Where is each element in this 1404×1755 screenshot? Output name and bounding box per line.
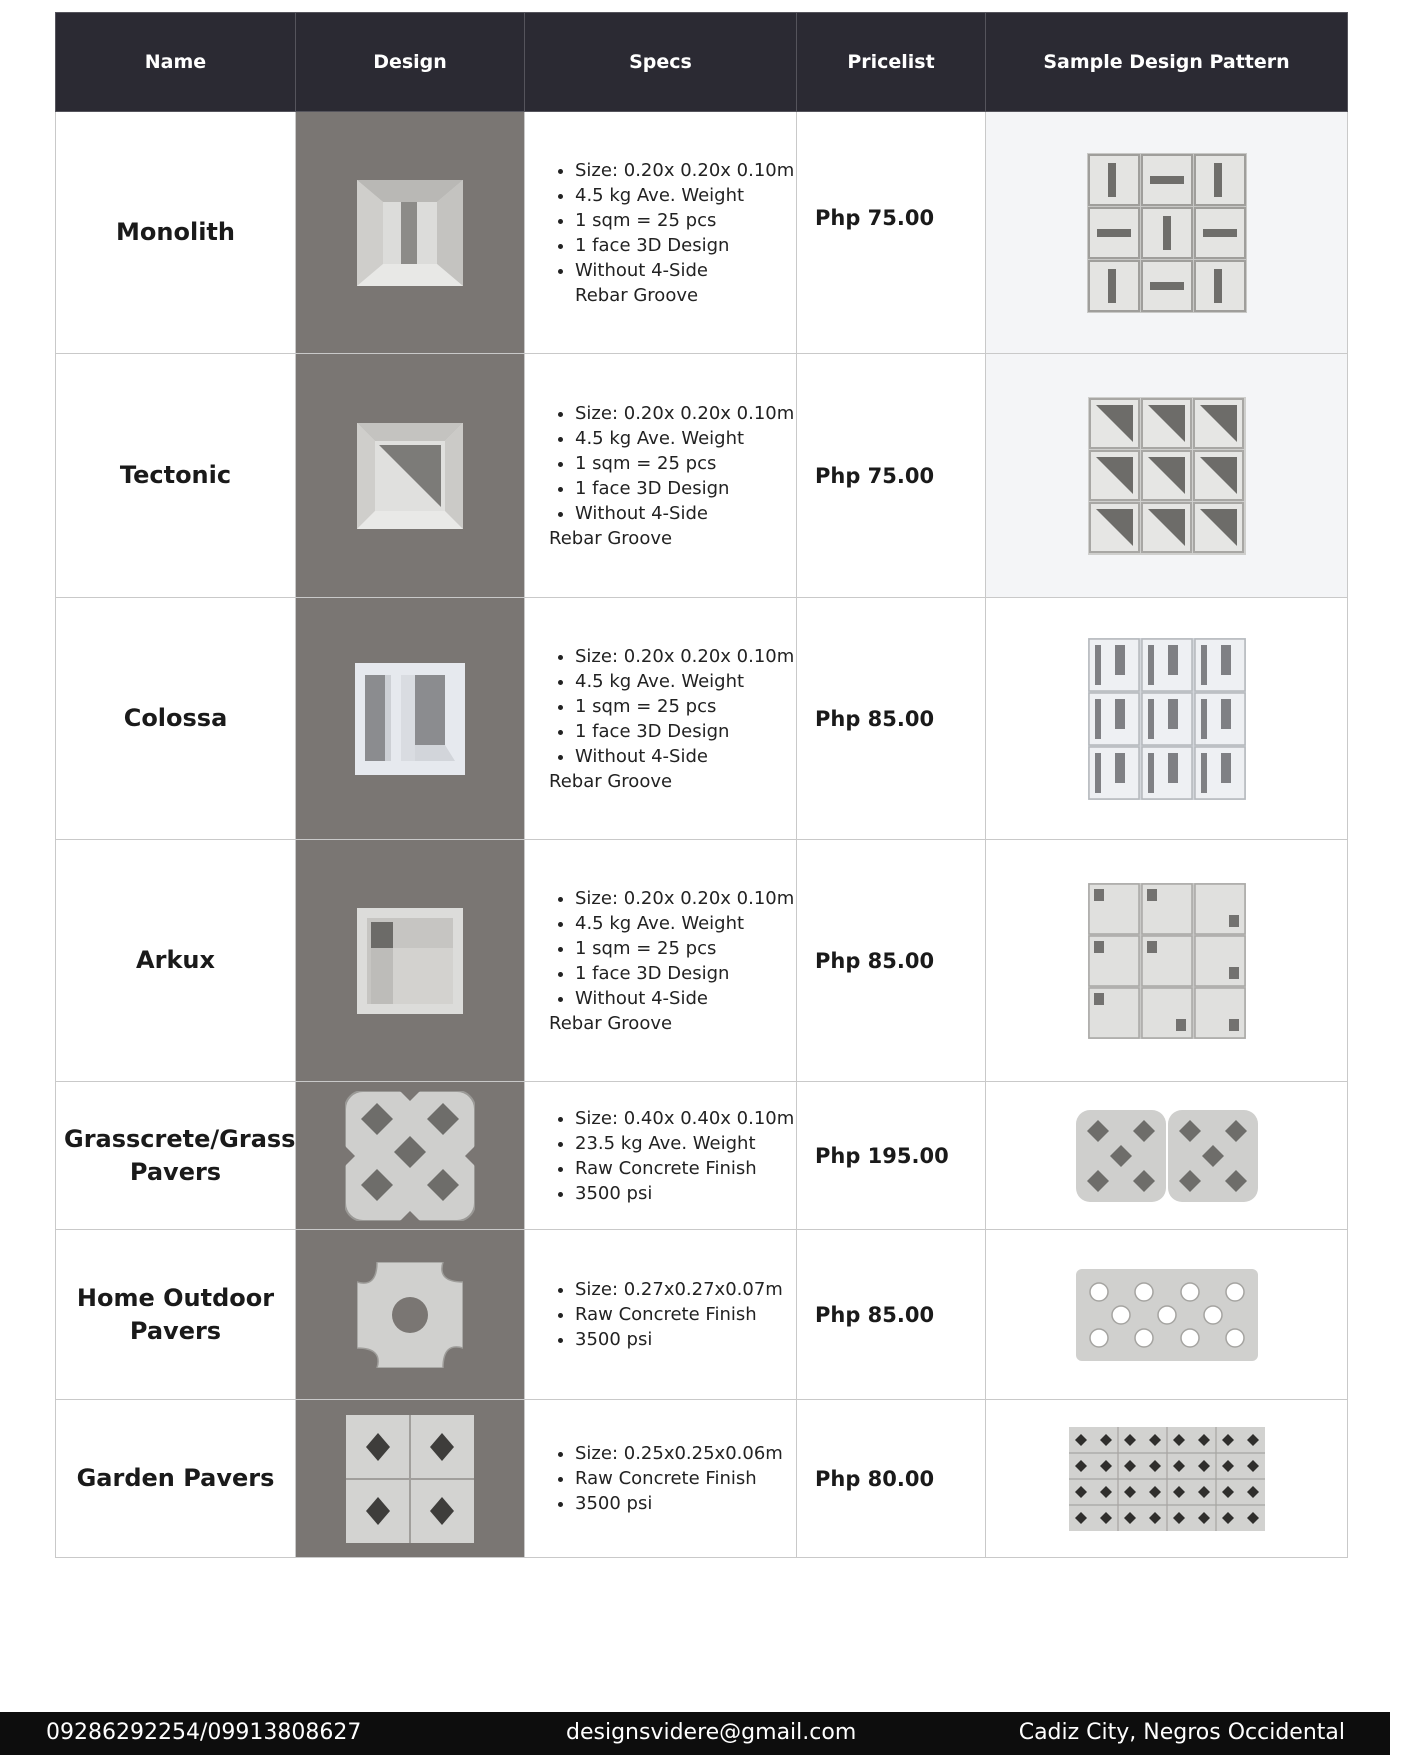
- product-price: Php 85.00: [797, 1230, 986, 1400]
- product-price: Php 195.00: [797, 1082, 986, 1230]
- garden-pattern-image: [1069, 1427, 1265, 1531]
- header-design: Design: [296, 13, 525, 112]
- product-name-cell: [56, 1230, 296, 1400]
- product-price: Php 75.00: [797, 112, 986, 354]
- header-sample-pattern: Sample Design Pattern: [986, 13, 1348, 112]
- product-specs: [525, 598, 797, 840]
- footer-email: designsvidere@gmail.com: [566, 1720, 857, 1745]
- sample-pattern-garden: [986, 1400, 1348, 1558]
- footer-location: Cadiz City, Negros Occidental: [1018, 1720, 1345, 1745]
- arkux-block-image: [357, 908, 463, 1014]
- spec-item: • Size: 0.40x 0.40x 0.10m: [575, 1106, 796, 1131]
- spec-item: • 23.5 kg Ave. Weight: [575, 1131, 796, 1156]
- spec-item: • Without 4-Side: [575, 501, 796, 526]
- sample-pattern-colossa: [986, 598, 1348, 840]
- sample-pattern-grasscrete: [986, 1082, 1348, 1230]
- arkux-pattern-image: [1088, 883, 1246, 1039]
- spec-item: • Size: 0.20x 0.20x 0.10m: [575, 158, 796, 183]
- monolith-pattern-image: [1087, 153, 1247, 313]
- colossa-pattern-image: [1088, 638, 1246, 800]
- product-name: Colossa: [56, 598, 296, 840]
- contact-footer: [0, 1712, 1390, 1755]
- sample-pattern-tectonic: [986, 354, 1348, 598]
- spec-item: • Size: 0.20x 0.20x 0.10m: [575, 886, 796, 911]
- monolith-block-image: [357, 180, 463, 286]
- spec-item: • 1 face 3D Design: [575, 961, 796, 986]
- spec-item: • Size: 0.25x0.25x0.06m: [575, 1441, 796, 1466]
- product-name-cell: [56, 1082, 296, 1230]
- sample-pattern-arkux: [986, 840, 1348, 1082]
- product-image-arkux: [296, 840, 525, 1082]
- product-name: Arkux: [56, 840, 296, 1082]
- table-row: [56, 354, 1348, 598]
- pricelist-table: [55, 12, 1348, 1558]
- product-price: Php 75.00: [797, 354, 986, 598]
- spec-item: • Size: 0.27x0.27x0.07m: [575, 1277, 796, 1302]
- table-row: [56, 1400, 1348, 1558]
- spec-item: • 4.5 kg Ave. Weight: [575, 669, 796, 694]
- product-image-tectonic: [296, 354, 525, 598]
- spec-item: • 4.5 kg Ave. Weight: [575, 426, 796, 451]
- product-specs: [525, 354, 797, 598]
- spec-item: • 3500 psi: [575, 1327, 796, 1352]
- spec-item: • 1 face 3D Design: [575, 476, 796, 501]
- spec-item: • Without 4-Side: [575, 744, 796, 769]
- spec-item: • Raw Concrete Finish: [575, 1156, 796, 1181]
- spec-item: • 1 sqm = 25 pcs: [575, 694, 796, 719]
- header-pricelist: Pricelist: [797, 13, 986, 112]
- product-name-line: Pavers: [129, 1157, 222, 1186]
- product-image-monolith: [296, 112, 525, 354]
- spec-item: • 1 sqm = 25 pcs: [575, 451, 796, 476]
- table-row: [56, 598, 1348, 840]
- product-name-line: Grasscrete/Grass: [64, 1124, 296, 1153]
- product-price: Php 85.00: [797, 840, 986, 1082]
- product-specs: [525, 1230, 797, 1400]
- footer-phone: 09286292254/09913808627: [46, 1720, 362, 1745]
- spec-item: • Size: 0.20x 0.20x 0.10m: [575, 644, 796, 669]
- header-specs: Specs: [525, 13, 797, 112]
- spec-continuation: Rebar Groove: [549, 1012, 673, 1034]
- spec-item: • Without 4-Side: [575, 986, 796, 1011]
- spec-item: • 1 face 3D Design: [575, 233, 796, 258]
- product-specs: [525, 1400, 797, 1558]
- spec-item: • 1 face 3D Design: [575, 719, 796, 744]
- sample-pattern-home-outdoor: [986, 1230, 1348, 1400]
- spec-item: • 1 sqm = 25 pcs: [575, 208, 796, 233]
- spec-item: • 3500 psi: [575, 1491, 796, 1516]
- product-image-home-outdoor: [296, 1230, 525, 1400]
- spec-item: • Size: 0.20x 0.20x 0.10m: [575, 401, 796, 426]
- spec-item: • Raw Concrete Finish: [575, 1302, 796, 1327]
- sample-pattern-monolith: [986, 112, 1348, 354]
- home-outdoor-pattern-image: [1076, 1269, 1258, 1361]
- product-specs: [525, 840, 797, 1082]
- table-row: [56, 840, 1348, 1082]
- tectonic-pattern-image: [1088, 397, 1246, 555]
- product-name-line: Home Outdoor: [76, 1283, 275, 1312]
- spec-item: • 1 sqm = 25 pcs: [575, 936, 796, 961]
- product-image-grasscrete: [296, 1082, 525, 1230]
- product-price: Php 80.00: [797, 1400, 986, 1558]
- product-price: Php 85.00: [797, 598, 986, 840]
- spec-continuation: Rebar Groove: [549, 770, 673, 792]
- table-row: [56, 112, 1348, 354]
- product-name: Monolith: [56, 112, 296, 354]
- garden-paver-image: [346, 1415, 474, 1543]
- spec-continuation: Rebar Groove: [575, 284, 699, 306]
- product-name: Garden Pavers: [56, 1400, 296, 1558]
- tectonic-block-image: [357, 423, 463, 529]
- table-row: [56, 1082, 1348, 1230]
- spec-item: • Without 4-Side: [575, 258, 796, 283]
- colossa-block-image: [355, 663, 465, 775]
- product-specs: [525, 1082, 797, 1230]
- product-name-line: Pavers: [129, 1316, 222, 1345]
- spec-continuation: Rebar Groove: [549, 527, 673, 549]
- header-name: Name: [56, 13, 296, 112]
- product-image-garden: [296, 1400, 525, 1558]
- product-name: Tectonic: [56, 354, 296, 598]
- product-image-colossa: [296, 598, 525, 840]
- home-outdoor-paver-image: [357, 1262, 463, 1368]
- product-specs: [525, 112, 797, 354]
- spec-item: • 3500 psi: [575, 1181, 796, 1206]
- spec-item: • 4.5 kg Ave. Weight: [575, 183, 796, 208]
- header-row: [56, 13, 1348, 112]
- grasscrete-pattern-image: [1076, 1110, 1258, 1202]
- table-row: [56, 1230, 1348, 1400]
- grasscrete-paver-image: [345, 1091, 475, 1221]
- spec-item: • Raw Concrete Finish: [575, 1466, 796, 1491]
- spec-item: • 4.5 kg Ave. Weight: [575, 911, 796, 936]
